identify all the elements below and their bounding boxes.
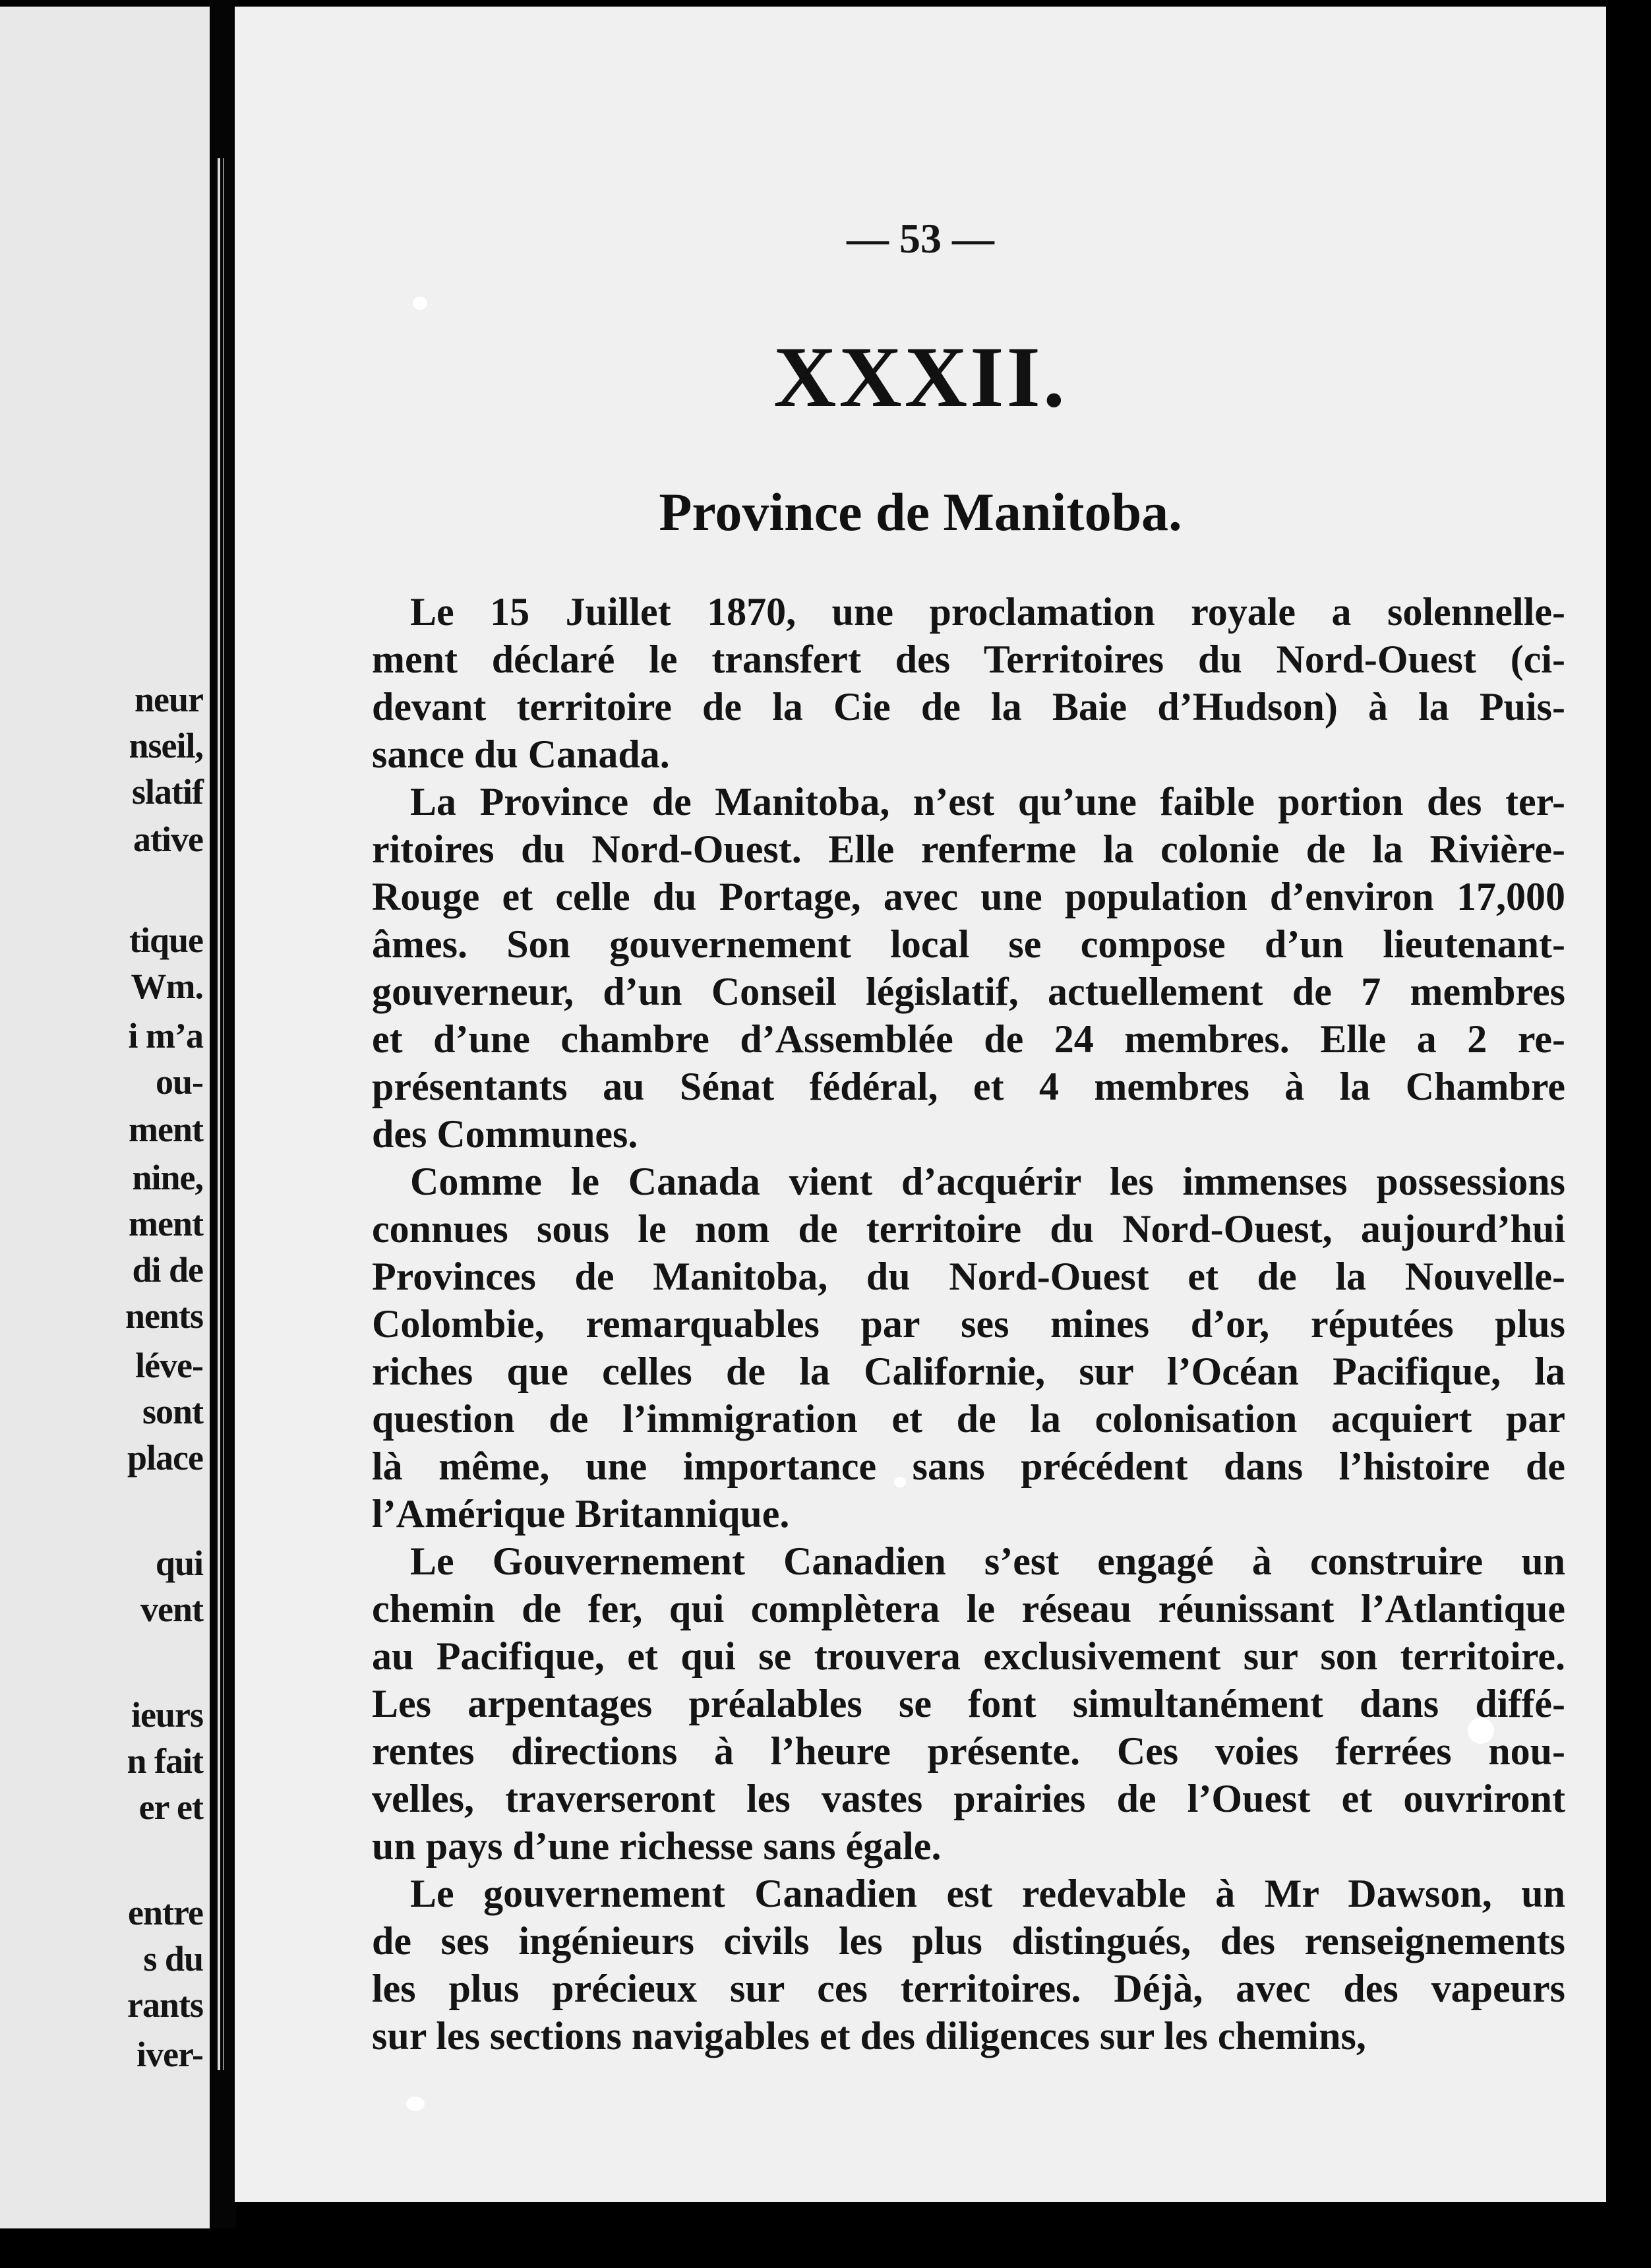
text-line: les plus précieux sur ces territoires. Déjà, avec des vapeurs bbox=[372, 1967, 1565, 2010]
facing-page-fragment: er et bbox=[138, 1787, 203, 1827]
text-line: sance du Canada. bbox=[372, 732, 670, 776]
text-line: Les arpentages préalables se font simultanément dans diffé- bbox=[372, 1682, 1565, 1725]
text-line: gouverneur, d’un Conseil législatif, actuellement de 7 membres bbox=[372, 970, 1565, 1013]
facing-page-fragment: ment bbox=[129, 1204, 203, 1243]
text-line: au Pacifique, et qui se trouvera exclusivement sur son territoire. bbox=[372, 1634, 1565, 1678]
section-title: Province de Manitoba. bbox=[659, 482, 1182, 542]
facing-page-fragment: ment bbox=[129, 1110, 203, 1149]
chapter-heading: XXXII. bbox=[773, 328, 1067, 425]
text-line: Provinces de Manitoba, du Nord-Ouest et de la Nouvelle- bbox=[372, 1255, 1565, 1298]
facing-page-fragment: tique bbox=[129, 920, 203, 960]
paragraph bbox=[372, 778, 1565, 1158]
text-line: velles, traverseront les vastes prairies de l’Ouest et ouvriront bbox=[372, 1777, 1565, 1820]
facing-page-fragment: n fait bbox=[127, 1741, 203, 1781]
text-line: de ses ingénieurs civils les plus distingués, des renseignements bbox=[372, 1919, 1565, 1963]
text-line: chemin de fer, qui complètera le réseau réunissant l’Atlantique bbox=[372, 1587, 1565, 1630]
facing-page-fragment: i m’a bbox=[128, 1016, 203, 1056]
facing-page-fragment: Wm. bbox=[131, 967, 203, 1006]
facing-page-fragment: nents bbox=[125, 1296, 203, 1336]
text-line: Le gouvernement Canadien est redevable à Mr Dawson, un bbox=[410, 1872, 1565, 1915]
facing-page-fragment: sont bbox=[142, 1392, 203, 1431]
text-line: des Communes. bbox=[372, 1112, 638, 1156]
text-line: riches que celles de la Californie, sur l’Océan Pacifique, la bbox=[372, 1350, 1565, 1393]
text-line: et d’une chambre d’Assemblée de 24 membres. Elle a 2 re- bbox=[372, 1017, 1565, 1061]
text-line: Comme le Canada vient d’acquérir les immenses possessions bbox=[410, 1160, 1565, 1203]
text-line: Rouge et celle du Portage, avec une population d’environ 17,000 bbox=[372, 875, 1565, 918]
facing-page-fragment: neur bbox=[135, 680, 203, 719]
facing-page-fragment: s du bbox=[143, 1939, 203, 1979]
facing-page-fragment: vent bbox=[140, 1590, 203, 1629]
text-line: ritoires du Nord-Ouest. Elle renferme la colonie de la Rivière- bbox=[372, 827, 1565, 871]
text-line: Colombie, remarquables par ses mines d’or, réputées plus bbox=[372, 1302, 1565, 1346]
facing-page-fragment: ou- bbox=[155, 1062, 203, 1102]
text-line: l’Amérique Britannique. bbox=[372, 1492, 790, 1536]
paper-speck bbox=[413, 297, 427, 310]
body-text bbox=[372, 588, 1565, 2060]
facing-page-fragment: rants bbox=[127, 1985, 203, 2025]
facing-page-fragment: ative bbox=[133, 820, 203, 859]
facing-page-fragment: léve- bbox=[135, 1346, 203, 1385]
text-line: ment déclaré le transfert des Territoires du Nord-Ouest (ci- bbox=[372, 638, 1565, 681]
facing-page-fragment: ieurs bbox=[131, 1695, 203, 1735]
paragraph bbox=[372, 588, 1565, 778]
facing-page-text bbox=[0, 7, 203, 2255]
paper-speck bbox=[406, 2097, 425, 2111]
text-line: présentants au Sénat fédéral, et 4 membres à la Chambre bbox=[372, 1065, 1565, 1108]
text-line: question de l’immigration et de la colonisation acquiert par bbox=[372, 1397, 1565, 1441]
text-line: âmes. Son gouvernement local se compose d’un lieutenant- bbox=[372, 922, 1565, 966]
text-line: un pays d’une richesse sans égale. bbox=[372, 1824, 942, 1868]
facing-page-fragment: slatif bbox=[132, 772, 203, 812]
text-line: La Province de Manitoba, n’est qu’une faible portion des ter- bbox=[410, 780, 1565, 823]
facing-page-fragment: place bbox=[127, 1438, 203, 1477]
text-line: Le 15 Juillet 1870, une proclamation royale a solennelle- bbox=[410, 590, 1565, 634]
facing-page-fragment: qui bbox=[155, 1543, 203, 1583]
facing-page-fragment: iver- bbox=[136, 2035, 203, 2074]
facing-page-fragment: di de bbox=[132, 1250, 203, 1290]
facing-page-left bbox=[0, 7, 210, 2255]
facing-page-fragment: nseil, bbox=[129, 726, 203, 765]
paragraph bbox=[372, 1870, 1565, 2060]
text-line: rentes directions à l’heure présente. Ces voies ferrées nou- bbox=[372, 1729, 1565, 1773]
text-line: sur les sections navigables et des diligences sur les chemins, bbox=[372, 2014, 1366, 2058]
text-line: connues sous le nom de territoire du Nord-Ouest, aujourd’hui bbox=[372, 1207, 1565, 1251]
scan-border bbox=[0, 2228, 1651, 2268]
text-line: devant territoire de la Cie de la Baie d’Hudson) à la Puis- bbox=[372, 685, 1565, 729]
facing-page-fragment: entre bbox=[128, 1893, 203, 1932]
page-number: — 53 — bbox=[847, 215, 994, 262]
paragraph bbox=[372, 1158, 1565, 1537]
book-page bbox=[235, 7, 1606, 2202]
text-line: Le Gouvernement Canadien s’est engagé à construire un bbox=[410, 1539, 1565, 1583]
text-line: là même, une importance sans précédent dans l’histoire de bbox=[372, 1445, 1565, 1488]
paragraph bbox=[372, 1537, 1565, 1870]
binding-thread bbox=[218, 158, 224, 2070]
facing-page-fragment: nine, bbox=[132, 1158, 203, 1197]
